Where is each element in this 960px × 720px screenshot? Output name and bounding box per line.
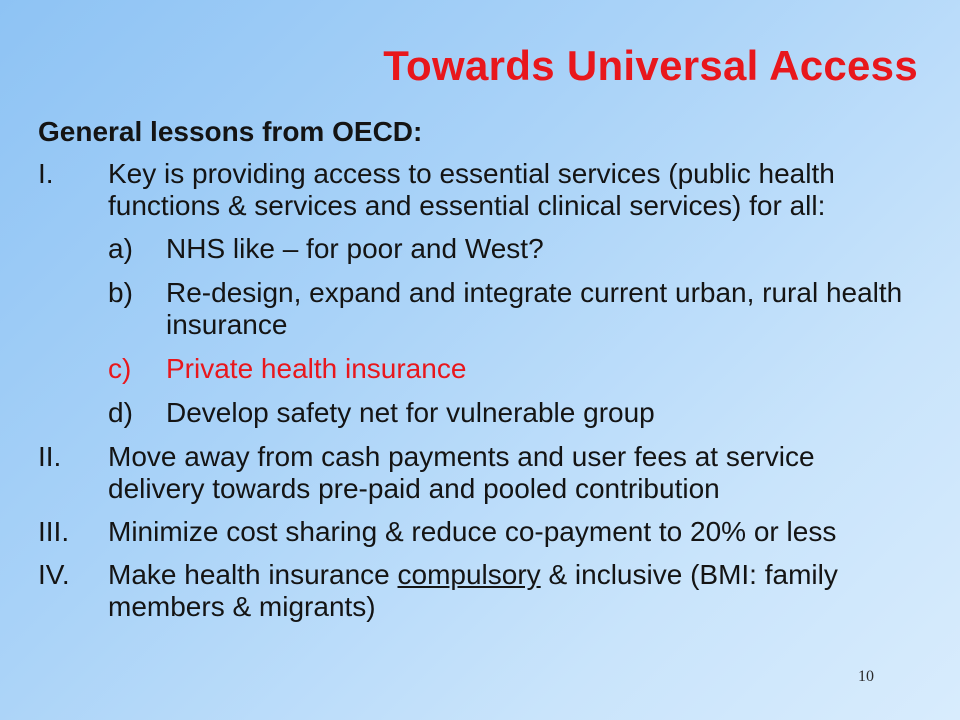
sub-item-c (108, 353, 918, 385)
slide-title: Towards Universal Access (383, 42, 918, 89)
slide-content (38, 116, 918, 634)
list-item-4 (38, 559, 918, 623)
sub-item-text: Private health insurance (166, 353, 467, 384)
list-item-text (108, 559, 918, 623)
text-after: & inclusive (BMI: family members & migrants) (108, 559, 838, 622)
list-marker: II. (38, 441, 62, 472)
sub-marker: c) (108, 353, 132, 384)
sub-item-a (108, 233, 918, 265)
list-item-2 (38, 441, 918, 505)
list-marker: III. (38, 516, 70, 547)
list-item-3 (38, 516, 918, 548)
list-marker: IV. (38, 559, 70, 590)
subheading: General lessons from OECD: (38, 116, 423, 147)
sub-item-text: Develop safety net for vulnerable group (166, 397, 655, 428)
sub-marker: a) (108, 233, 133, 264)
sub-item-text: Re-design, expand and integrate current urban, rural health insurance (166, 277, 903, 340)
sub-item-d (108, 397, 918, 429)
underlined-word: compulsory (397, 559, 541, 590)
list-item-1 (38, 158, 918, 222)
sub-item-b (108, 277, 918, 341)
sub-item-text: NHS like – for poor and West? (166, 233, 544, 264)
sub-marker: d) (108, 397, 133, 428)
text-before: Make health insurance (108, 559, 398, 590)
page-number: 10 (858, 668, 874, 685)
list-item-text: Minimize cost sharing & reduce co-payment to 20% or less (108, 516, 837, 547)
sub-marker: b) (108, 277, 133, 308)
list-item-text: Key is providing access to essential services (public health functions & services and essential clinical services) for all: (108, 158, 835, 221)
list-marker: I. (38, 158, 54, 189)
list-item-text: Move away from cash payments and user fees at service delivery towards pre-paid and pooled contribution (108, 441, 815, 504)
